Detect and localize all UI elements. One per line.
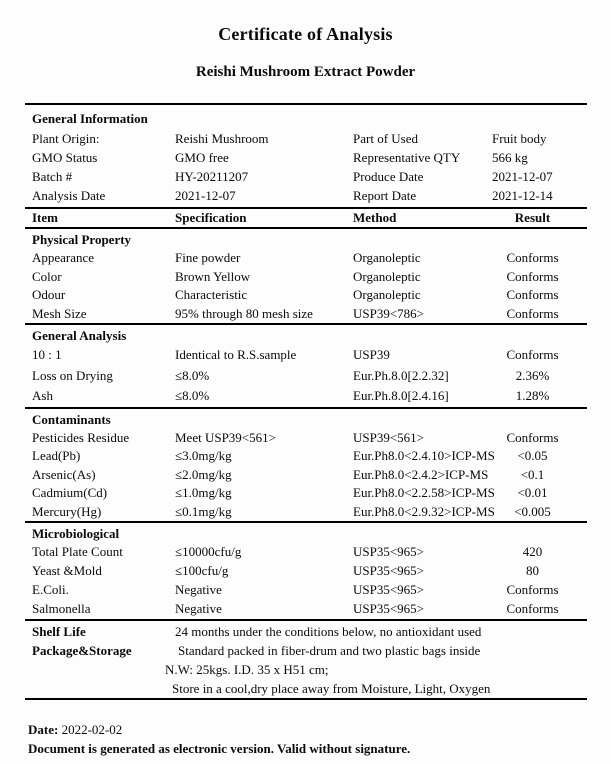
specification-cell: ≤3.0mg/kg: [175, 448, 232, 464]
method-cell: USP35<965>: [353, 544, 425, 560]
table-row: [25, 345, 587, 366]
item-cell: E.Coli.: [32, 582, 69, 598]
microbiological-section: [25, 523, 587, 620]
issue-date-line: [28, 720, 611, 739]
shelf-life-row: [25, 622, 587, 641]
info-value: 566 kg: [492, 150, 528, 165]
method-cell: USP39<561>: [353, 429, 425, 445]
specification-cell: ≤2.0mg/kg: [175, 466, 232, 482]
result-cell: <0.05: [517, 448, 548, 464]
specification-cell: Fine powder: [175, 250, 241, 265]
info-value: HY-20211207: [175, 169, 249, 184]
info-value: GMO free: [175, 150, 229, 165]
result-cell: Conforms: [506, 305, 559, 321]
item-cell: Ash: [32, 388, 53, 403]
info-label: Part of Used: [353, 131, 418, 146]
table-row: [25, 305, 587, 324]
method-cell: USP35<965>: [353, 563, 425, 579]
table-row: [25, 581, 587, 600]
result-cell: 80: [526, 563, 539, 579]
item-cell: Odour: [32, 287, 66, 302]
specification-cell: ≤8.0%: [175, 388, 210, 403]
column-header-specification: Specification: [175, 210, 247, 225]
general-information-section: [25, 105, 587, 209]
result-cell: Conforms: [506, 268, 559, 284]
specification-cell: 95% through 80 mesh size: [175, 305, 313, 321]
specification-cell: Meet USP39<561>: [175, 429, 276, 445]
result-cell: Conforms: [506, 600, 559, 616]
info-label: GMO Status: [32, 150, 98, 165]
specification-cell: Negative: [175, 600, 222, 616]
info-label: Representative QTY: [353, 150, 461, 165]
specification-cell: Identical to R.S.sample: [175, 347, 297, 362]
table-row: [25, 543, 587, 562]
table-row: [25, 249, 587, 268]
method-cell: Eur.Ph8.0<2.9.32>ICP-MS: [353, 503, 495, 519]
item-cell: Mercury(Hg): [32, 503, 102, 519]
date-value: 2022-02-02: [61, 722, 123, 738]
general-info-row-analysis-date: [25, 186, 587, 205]
result-cell: <0.005: [514, 503, 551, 519]
package-storage-row: [25, 679, 587, 698]
specification-cell: ≤10000cfu/g: [175, 544, 242, 560]
item-cell: Total Plate Count: [32, 544, 123, 560]
table-row: [25, 268, 587, 287]
table-column-headers: [25, 209, 587, 229]
specification-cell: ≤1.0mg/kg: [175, 485, 232, 501]
info-value: 2021-12-07: [492, 169, 553, 184]
result-cell: 420: [522, 544, 543, 560]
section-heading-microbiological: Microbiological: [32, 526, 120, 542]
item-cell: Appearance: [32, 250, 95, 265]
table-row: [25, 466, 587, 485]
specification-cell: ≤0.1mg/kg: [175, 503, 232, 519]
contaminants-section: [25, 409, 587, 524]
result-cell: Conforms: [506, 347, 559, 362]
item-cell: Salmonella: [32, 600, 91, 616]
item-cell: Yeast &Mold: [32, 563, 102, 579]
disclaimer-text: Document is generated as electronic version. Valid without signature.: [28, 741, 411, 757]
section-heading-general-analysis: General Analysis: [32, 328, 127, 343]
shelf-life-text: 24 months under the conditions below, no antioxidant used: [175, 624, 482, 640]
item-cell: Lead(Pb): [32, 448, 81, 464]
shelf-life-label: Shelf Life: [32, 624, 86, 640]
package-storage-text: Store in a cool,dry place away from Moisture, Light, Oxygen: [172, 681, 491, 697]
certificate-table: [25, 103, 587, 700]
info-label: Batch #: [32, 169, 73, 184]
method-cell: Organoleptic: [353, 250, 421, 265]
info-value: Fruit body: [492, 131, 547, 146]
document-footer: [28, 720, 611, 758]
specification-cell: Characteristic: [175, 287, 248, 302]
specification-cell: ≤100cfu/g: [175, 563, 229, 579]
table-row: [25, 562, 587, 581]
info-label: Plant Origin:: [32, 131, 100, 146]
column-header-method: Method: [353, 210, 397, 225]
table-row: [25, 484, 587, 503]
method-cell: Organoleptic: [353, 268, 421, 284]
document-title: Certificate of Analysis: [218, 24, 393, 44]
specification-cell: ≤8.0%: [175, 367, 210, 383]
empty-cell: [25, 660, 175, 679]
specification-cell: Brown Yellow: [175, 268, 251, 284]
specification-cell: Negative: [175, 582, 222, 598]
table-row: [25, 503, 587, 522]
method-cell: Eur.Ph8.0<2.4.10>ICP-MS: [353, 448, 495, 464]
method-cell: Eur.Ph.8.0[2.4.16]: [353, 388, 449, 403]
result-cell: Conforms: [506, 287, 559, 302]
empty-cell: [25, 679, 175, 698]
table-row: [25, 386, 587, 407]
section-heading-physical-property: Physical Property: [32, 232, 132, 247]
table-row: [25, 429, 587, 448]
section-heading-contaminants: Contaminants: [32, 411, 111, 427]
info-label: Produce Date: [353, 169, 424, 184]
column-header-result: Result: [514, 210, 551, 225]
result-cell: 1.28%: [515, 388, 550, 403]
method-cell: Eur.Ph.8.0[2.2.32]: [353, 367, 449, 383]
table-row: [25, 366, 587, 387]
general-info-row-plant-origin: [25, 129, 587, 148]
result-cell: <0.1: [520, 466, 545, 482]
result-cell: 2.36%: [515, 367, 550, 383]
item-cell: Color: [32, 268, 62, 284]
method-cell: USP35<965>: [353, 600, 425, 616]
item-cell: Mesh Size: [32, 305, 87, 321]
physical-property-section: [25, 229, 587, 325]
storage-section: [25, 621, 587, 701]
general-info-row-batch: [25, 167, 587, 186]
method-cell: Organoleptic: [353, 287, 421, 302]
column-header-item: Item: [32, 210, 58, 225]
section-heading-general-information: General Information: [32, 111, 148, 126]
product-name: Reishi Mushroom Extract Powder: [195, 64, 416, 80]
package-storage-row: [25, 641, 587, 660]
method-cell: Eur.Ph8.0<2.2.58>ICP-MS: [353, 485, 495, 501]
method-cell: USP35<965>: [353, 582, 425, 598]
general-info-row-gmo-status: [25, 148, 587, 167]
info-value: Reishi Mushroom: [175, 131, 269, 146]
info-value: 2021-12-14: [492, 188, 553, 203]
info-label: Report Date: [353, 188, 417, 203]
date-label: Date:: [28, 722, 59, 738]
table-row: [25, 447, 587, 466]
package-storage-row: [25, 660, 587, 679]
item-cell: Cadmium(Cd): [32, 485, 108, 501]
info-label: Analysis Date: [32, 188, 106, 203]
package-storage-text: Standard packed in fiber-drum and two plastic bags inside: [178, 643, 481, 659]
result-cell: Conforms: [506, 582, 559, 598]
item-cell: Pesticides Residue: [32, 429, 130, 445]
method-cell: USP39<786>: [353, 305, 425, 321]
info-value: 2021-12-07: [175, 188, 236, 203]
result-cell: Conforms: [506, 250, 559, 265]
item-cell: Loss on Drying: [32, 367, 113, 383]
general-analysis-section: [25, 325, 587, 409]
method-cell: USP39: [353, 347, 390, 362]
method-cell: Eur.Ph8.0<2.4.2>ICP-MS: [353, 466, 489, 482]
result-cell: <0.01: [517, 485, 548, 501]
package-storage-label: Package&Storage: [32, 643, 132, 659]
item-cell: Arsenic(As): [32, 466, 96, 482]
package-storage-text: N.W: 25kgs. I.D. 35 x H51 cm;: [165, 662, 329, 678]
table-row: [25, 600, 587, 619]
table-row: [25, 286, 587, 305]
item-cell: 10 : 1: [32, 347, 62, 362]
result-cell: Conforms: [506, 429, 559, 445]
